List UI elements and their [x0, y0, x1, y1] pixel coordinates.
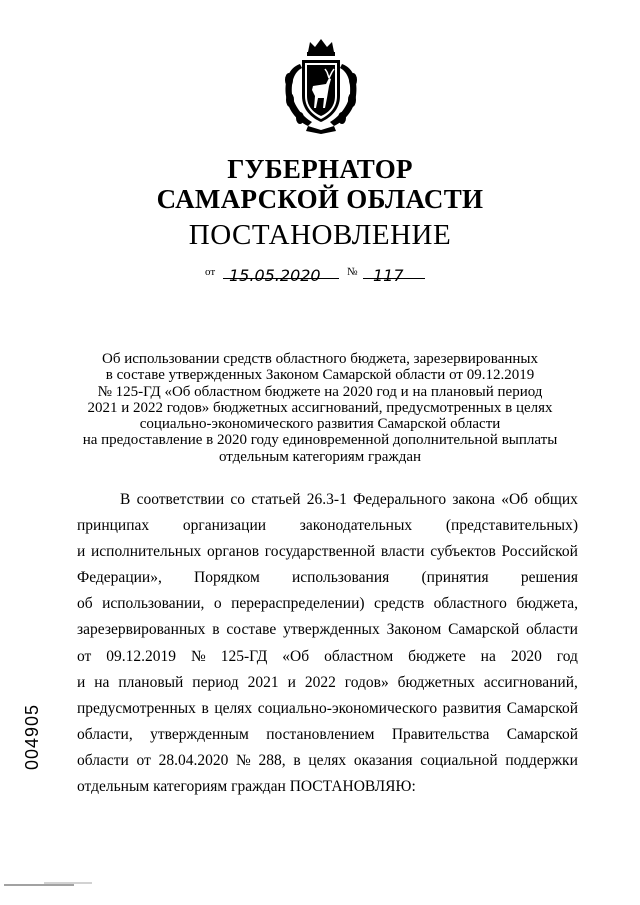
body-word: использования — [291, 569, 390, 587]
body-word: статьей — [251, 491, 301, 508]
subject-line: Об использовании средств областного бюджета, зарезервированных — [102, 351, 538, 367]
body-word: об — [77, 595, 93, 613]
body-word: области — [526, 621, 578, 639]
body-word: 2021 — [247, 673, 279, 691]
body-word: бюджетных — [397, 673, 475, 691]
body-word: 288, — [258, 751, 286, 769]
body-line — [77, 617, 578, 643]
body-word: В — [120, 491, 131, 508]
subject-line: № 125-ГД «Об областном бюджете на 2020 год и на плановый период — [97, 383, 543, 400]
body-line — [77, 513, 578, 539]
body-word: на — [94, 673, 110, 691]
body-word: период — [192, 673, 239, 691]
body-word: Самарской — [506, 699, 578, 717]
body-word: № — [190, 647, 206, 665]
subject-line: социально-экономического развития Самарской области — [139, 416, 501, 433]
subject-line: 2021 и 2022 годов» бюджетных ассигнований, предусмотренных в целях — [87, 399, 553, 416]
date-underline — [223, 278, 339, 279]
document-subject — [70, 351, 570, 465]
date-number-line — [205, 258, 445, 285]
body-word: поддержки — [505, 751, 578, 769]
body-word: в — [201, 699, 209, 717]
body-word: в — [293, 751, 301, 769]
body-word: власти — [380, 543, 425, 561]
body-word: «Об — [501, 491, 529, 508]
body-paragraph — [77, 487, 578, 800]
body-word: и — [77, 543, 86, 561]
body-word: общих — [534, 491, 578, 508]
coat-of-arms-emblem — [280, 38, 362, 134]
number-underline — [363, 278, 425, 279]
body-word: плановый — [118, 673, 184, 691]
body-word: Законом — [386, 621, 442, 639]
body-line — [77, 722, 578, 748]
body-word: Порядком — [194, 569, 260, 587]
margin-registration-number: 004905 — [22, 703, 42, 770]
issuer-title-line-2: САМАРСКОЙ ОБЛАСТИ — [156, 184, 484, 214]
body-word: бюджета, — [516, 595, 578, 613]
body-word: утвержденным — [150, 725, 249, 743]
body-line — [77, 539, 578, 565]
body-word: ассигнований, — [483, 673, 578, 691]
body-word: целях — [308, 751, 347, 769]
body-line — [77, 696, 578, 722]
body-word: о — [213, 595, 222, 613]
scan-corner-mark — [4, 882, 92, 888]
body-line: отдельным категориям граждан ПОСТАНОВЛЯЮ: — [77, 778, 416, 796]
body-word: оказания — [353, 751, 413, 769]
body-word: средств — [373, 595, 425, 613]
body-word: и — [287, 673, 296, 691]
body-word: составе — [226, 621, 277, 639]
body-word: Федерации», — [77, 569, 162, 587]
body-word: субъектов — [430, 543, 496, 561]
body-line — [77, 591, 578, 617]
body-word: области — [77, 751, 129, 769]
body-word: на — [480, 647, 496, 665]
body-word: областного — [433, 595, 507, 613]
body-line — [77, 670, 578, 696]
body-word: закона — [452, 491, 495, 508]
body-word: социально-экономического — [257, 699, 438, 717]
body-word: 2020 — [510, 647, 542, 665]
body-word: Самарской — [506, 725, 578, 743]
body-word: Правительства — [391, 725, 490, 743]
date-value: 15.05.2020 — [229, 266, 321, 285]
body-word: целях — [214, 699, 253, 717]
body-word: исполнительных — [90, 543, 202, 561]
number-value: 117 — [373, 266, 404, 285]
subject-line: в составе утвержденных Законом Самарской области от 09.12.2019 — [105, 367, 535, 384]
body-word: органов — [206, 543, 260, 561]
body-word: «Об — [282, 647, 310, 665]
body-word: год — [556, 647, 578, 665]
number-label: № — [347, 266, 358, 278]
body-word: постановлением — [266, 725, 375, 743]
body-word: предусмотренных — [77, 699, 196, 717]
body-word: 2022 — [304, 673, 336, 691]
body-word: от — [136, 751, 151, 769]
body-word: перераспределении) — [231, 595, 365, 613]
body-word: принципах — [77, 517, 150, 535]
body-word: организации — [182, 517, 267, 535]
body-word: использовании, — [102, 595, 205, 613]
body-line — [77, 487, 578, 513]
body-word: области, — [77, 725, 133, 743]
body-word: социальной — [420, 751, 498, 769]
body-word: № — [236, 751, 251, 769]
body-word: Самарской — [448, 621, 520, 639]
body-word: и — [77, 673, 86, 691]
body-word: в — [212, 621, 220, 639]
body-word: 28.04.2020 — [158, 751, 229, 769]
body-word: (представительных) — [445, 517, 578, 535]
body-word: государственной — [264, 543, 376, 561]
body-word: Федерального — [353, 491, 447, 508]
body-word: годов» — [344, 673, 389, 691]
body-word: развития — [442, 699, 502, 717]
body-word: со — [230, 491, 246, 508]
body-word: Российской — [501, 543, 578, 561]
body-word: 125-ГД — [220, 647, 268, 665]
body-word: соответствии — [136, 491, 225, 508]
document-type: ПОСТАНОВЛЕНИЕ — [188, 219, 452, 251]
body-word: 26.3-1 — [306, 491, 347, 508]
body-word: областном — [324, 647, 394, 665]
subject-line: отдельным категориям граждан — [218, 448, 422, 465]
body-word: зарезервированных — [77, 621, 206, 639]
body-line — [77, 565, 578, 591]
from-label: от — [205, 266, 216, 278]
body-word: утвержденных — [283, 621, 380, 639]
subject-line: на предоставление в 2020 году единовременной дополнительной выплаты — [82, 432, 558, 449]
body-line — [77, 644, 578, 670]
body-word: решения — [520, 569, 578, 587]
issuer-title-line-1: ГУБЕРНАТОР — [227, 154, 413, 184]
body-word: бюджете — [408, 647, 466, 665]
body-word: 09.12.2019 — [106, 647, 177, 665]
body-line — [77, 748, 578, 774]
body-word: законодательных — [299, 517, 413, 535]
body-word: (принятия — [421, 569, 489, 587]
body-word: от — [77, 647, 92, 665]
